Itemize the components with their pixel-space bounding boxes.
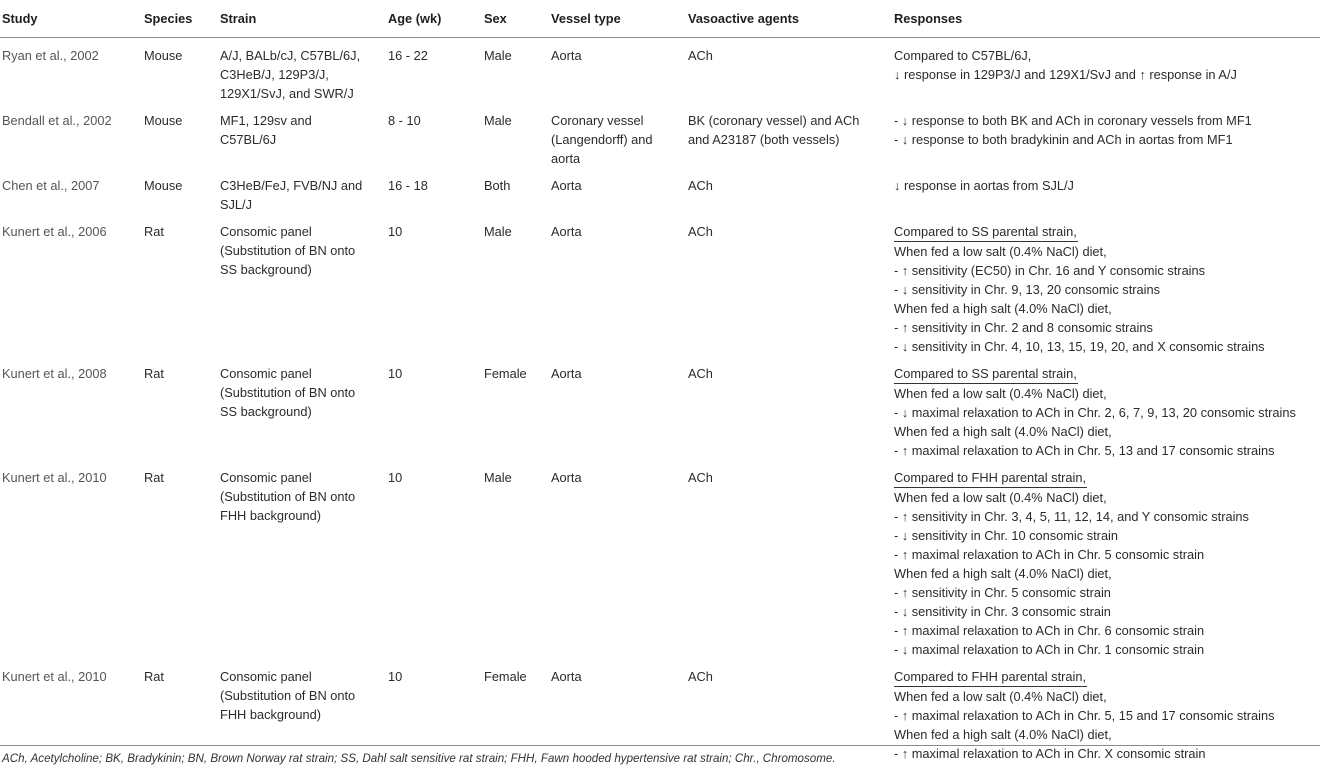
response-line (894, 403, 1320, 422)
cell-strain-line: 129X1/SvJ, and SWR/J (220, 86, 354, 101)
cell-vessel-type (551, 168, 688, 214)
cell-strain-line: SS background) (220, 404, 312, 419)
response-text: - ↑ maximal relaxation to ACh in Chr. 5 consomic strain (894, 547, 1205, 562)
response-text: - ↓ sensitivity in Chr. 3 consomic strain (894, 604, 1111, 619)
cell-vessel-type-line: Aorta (551, 224, 582, 239)
cell-age: 16 - 18 (388, 178, 428, 193)
header-sex: Sex (484, 11, 507, 26)
cell-vasoactive-agents-line: ACh (688, 366, 713, 381)
response-line (894, 725, 1320, 744)
cell-vasoactive-agents-line: ACh (688, 470, 713, 485)
response-line (894, 261, 1320, 280)
cell-vessel-type-line: Aorta (551, 48, 582, 63)
response-text: Compared to FHH parental strain, (894, 667, 1087, 687)
response-heading (894, 468, 1320, 488)
cell-vasoactive-agents-line: ACh (688, 224, 713, 239)
response-line (894, 640, 1320, 659)
header-responses: Responses (894, 11, 963, 26)
cell-responses (894, 214, 1320, 356)
cell-vessel-type (551, 214, 688, 356)
response-line (894, 526, 1320, 545)
response-text: - ↓ sensitivity in Chr. 4, 10, 13, 15, 19, 20, and X consomic strains (894, 339, 1265, 354)
cell-age: 8 - 10 (388, 113, 421, 128)
cell-strain (220, 38, 388, 104)
cell-strain-line: Consomic panel (220, 366, 312, 381)
cell-strain (220, 460, 388, 659)
cell-strain-line: MF1, 129sv and (220, 113, 312, 128)
response-text: When fed a low salt (0.4% NaCl) diet, (894, 689, 1107, 704)
response-line (894, 545, 1320, 564)
response-line (894, 507, 1320, 526)
response-text: When fed a high salt (4.0% NaCl) diet, (894, 727, 1112, 742)
response-line (894, 488, 1320, 507)
cell-vasoactive-agents (688, 168, 894, 214)
response-text: - ↓ maximal relaxation to ACh in Chr. 1 consomic strain (894, 642, 1205, 657)
cell-strain-line: (Substitution of BN onto (220, 489, 356, 504)
response-text: ↓ response in aortas from SJL/J (894, 178, 1074, 193)
header-vessel-type: Vessel type (551, 11, 621, 26)
cell-sex: Female (484, 366, 527, 381)
cell-sex: Male (484, 48, 512, 63)
cell-strain-line: C57BL/6J (220, 132, 277, 147)
response-line (894, 337, 1320, 356)
response-line (894, 621, 1320, 640)
table-row (0, 38, 1320, 104)
table-row (0, 168, 1320, 214)
cell-responses (894, 460, 1320, 659)
cell-species: Rat (144, 366, 164, 381)
response-text: - ↓ maximal relaxation to ACh in Chr. 2, 6, 7, 9, 13, 20 consomic strains (894, 405, 1296, 420)
response-text: - ↑ maximal relaxation to ACh in Chr. 5, 13 and 17 consomic strains (894, 443, 1275, 458)
response-line (894, 564, 1320, 583)
cell-responses (894, 356, 1320, 460)
response-text: Compared to FHH parental strain, (894, 468, 1087, 488)
response-text: When fed a low salt (0.4% NaCl) diet, (894, 244, 1107, 259)
response-line (894, 422, 1320, 441)
cell-vessel-type (551, 103, 688, 168)
cell-species: Mouse (144, 178, 183, 193)
response-text: When fed a low salt (0.4% NaCl) diet, (894, 386, 1107, 401)
cell-vasoactive-agents (688, 103, 894, 168)
cell-strain (220, 103, 388, 168)
cell-species: Mouse (144, 48, 183, 63)
response-line (894, 111, 1320, 130)
response-line (894, 65, 1320, 84)
cell-vasoactive-agents-line: ACh (688, 178, 713, 193)
response-line (894, 176, 1320, 195)
response-line (894, 583, 1320, 602)
table-row (0, 460, 1320, 659)
cell-vasoactive-agents-line: BK (coronary vessel) and ACh (688, 113, 860, 128)
response-line (894, 280, 1320, 299)
cell-vessel-type-line: Aorta (551, 366, 582, 381)
response-text: ↓ response in 129P3/J and 129X1/SvJ and ↑ response in A/J (894, 67, 1237, 82)
cell-strain-line: FHH background) (220, 508, 321, 523)
response-line (894, 130, 1320, 149)
response-text: When fed a high salt (4.0% NaCl) diet, (894, 301, 1112, 316)
cell-vasoactive-agents-line: ACh (688, 669, 713, 684)
cell-strain-line: Consomic panel (220, 470, 312, 485)
response-text: When fed a high salt (4.0% NaCl) diet, (894, 566, 1112, 581)
cell-strain-line: Consomic panel (220, 669, 312, 684)
table-bottom-rule (0, 745, 1320, 746)
response-line (894, 46, 1320, 65)
response-text: When fed a high salt (4.0% NaCl) diet, (894, 424, 1112, 439)
cell-vasoactive-agents (688, 356, 894, 460)
cell-vessel-type-line: Aorta (551, 470, 582, 485)
response-text: - ↓ sensitivity in Chr. 10 consomic strain (894, 528, 1119, 543)
header-strain: Strain (220, 11, 257, 26)
cell-vasoactive-agents (688, 460, 894, 659)
table-row (0, 103, 1320, 168)
response-text: - ↑ maximal relaxation to ACh in Chr. X consomic strain (894, 746, 1206, 761)
cell-study: Kunert et al., 2008 (2, 366, 107, 381)
response-text: - ↓ response to both BK and ACh in coronary vessels from MF1 (894, 113, 1252, 128)
cell-study: Kunert et al., 2010 (2, 470, 107, 485)
response-line (894, 687, 1320, 706)
response-line (894, 706, 1320, 725)
cell-strain (220, 214, 388, 356)
cell-age: 10 (388, 669, 403, 684)
table-header (0, 0, 1320, 38)
cell-vasoactive-agents (688, 38, 894, 104)
response-text: - ↑ sensitivity in Chr. 2 and 8 consomic strains (894, 320, 1153, 335)
response-line (894, 441, 1320, 460)
cell-strain-line: SS background) (220, 262, 312, 277)
cell-age: 16 - 22 (388, 48, 428, 63)
cell-vessel-type-line: Aorta (551, 178, 582, 193)
response-line (894, 318, 1320, 337)
cell-study: Kunert et al., 2006 (2, 224, 107, 239)
cell-sex: Both (484, 178, 511, 193)
cell-study: Bendall et al., 2002 (2, 113, 112, 128)
header-species: Species (144, 11, 193, 26)
cell-sex: Male (484, 470, 512, 485)
cell-study: Ryan et al., 2002 (2, 48, 99, 63)
cell-strain-line: FHH background) (220, 707, 321, 722)
cell-strain-line: (Substitution of BN onto (220, 688, 356, 703)
table-row (0, 356, 1320, 460)
cell-vessel-type-line: Coronary vessel (551, 113, 644, 128)
response-line (894, 384, 1320, 403)
response-heading (894, 364, 1320, 384)
response-text: - ↑ sensitivity (EC50) in Chr. 16 and Y consomic strains (894, 263, 1206, 278)
response-text: - ↓ response to both bradykinin and ACh in aortas from MF1 (894, 132, 1233, 147)
table-body (0, 38, 1320, 769)
cell-strain (220, 168, 388, 214)
cell-strain-line: SJL/J (220, 197, 253, 212)
cell-strain-line: C3HeB/FeJ, FVB/NJ and (220, 178, 363, 193)
cell-age: 10 (388, 224, 403, 239)
cell-strain-line: C3HeB/J, 129P3/J, (220, 67, 329, 82)
cell-responses (894, 168, 1320, 214)
header-age: Age (wk) (388, 11, 442, 26)
cell-species: Rat (144, 470, 164, 485)
response-text: - ↑ sensitivity in Chr. 5 consomic strain (894, 585, 1111, 600)
response-line (894, 299, 1320, 318)
cell-strain (220, 356, 388, 460)
response-text: - ↑ sensitivity in Chr. 3, 4, 5, 11, 12, 14, and Y consomic strains (894, 509, 1249, 524)
response-text: - ↑ maximal relaxation to ACh in Chr. 6 consomic strain (894, 623, 1205, 638)
cell-responses (894, 38, 1320, 104)
response-line (894, 744, 1320, 763)
cell-vessel-type (551, 460, 688, 659)
cell-strain-line: (Substitution of BN onto (220, 243, 356, 258)
table-footnote: ACh, Acetylcholine; BK, Bradykinin; BN, Brown Norway rat strain; SS, Dahl salt sensitive rat strain; FHH, Fawn hooded hypertensive rat strain; Chr., Chromosome. (2, 752, 836, 765)
cell-responses (894, 659, 1320, 769)
cell-strain-line: A/J, BALb/cJ, C57BL/6J, (220, 48, 361, 63)
cell-vessel-type-line: Aorta (551, 669, 582, 684)
cell-strain-line: (Substitution of BN onto (220, 385, 356, 400)
cell-age: 10 (388, 470, 403, 485)
cell-study: Chen et al., 2007 (2, 178, 100, 193)
response-text: Compared to SS parental strain, (894, 222, 1078, 242)
header-study: Study (2, 11, 38, 26)
cell-study: Kunert et al., 2010 (2, 669, 107, 684)
response-line (894, 602, 1320, 621)
header-row (0, 0, 1320, 38)
cell-sex: Female (484, 669, 527, 684)
response-text: When fed a low salt (0.4% NaCl) diet, (894, 490, 1107, 505)
cell-sex: Male (484, 224, 512, 239)
cell-vessel-type-line: aorta (551, 151, 581, 166)
response-heading (894, 667, 1320, 687)
response-text: Compared to C57BL/6J, (894, 48, 1032, 63)
cell-responses (894, 103, 1320, 168)
response-text: - ↑ maximal relaxation to ACh in Chr. 5, 15 and 17 consomic strains (894, 708, 1275, 723)
response-line (894, 242, 1320, 261)
response-heading (894, 222, 1320, 242)
cell-vessel-type (551, 38, 688, 104)
header-vasoactive-agents: Vasoactive agents (688, 11, 799, 26)
cell-strain-line: Consomic panel (220, 224, 312, 239)
response-text: - ↓ sensitivity in Chr. 9, 13, 20 consomic strains (894, 282, 1160, 297)
cell-age: 10 (388, 366, 403, 381)
cell-vasoactive-agents (688, 214, 894, 356)
cell-vasoactive-agents-line: ACh (688, 48, 713, 63)
cell-species: Mouse (144, 113, 183, 128)
response-text: Compared to SS parental strain, (894, 364, 1078, 384)
cell-species: Rat (144, 669, 164, 684)
cell-vessel-type (551, 356, 688, 460)
cell-vessel-type-line: (Langendorff) and (551, 132, 653, 147)
cell-species: Rat (144, 224, 164, 239)
table-row (0, 214, 1320, 356)
cell-vasoactive-agents-line: and A23187 (both vessels) (688, 132, 840, 147)
cell-sex: Male (484, 113, 512, 128)
